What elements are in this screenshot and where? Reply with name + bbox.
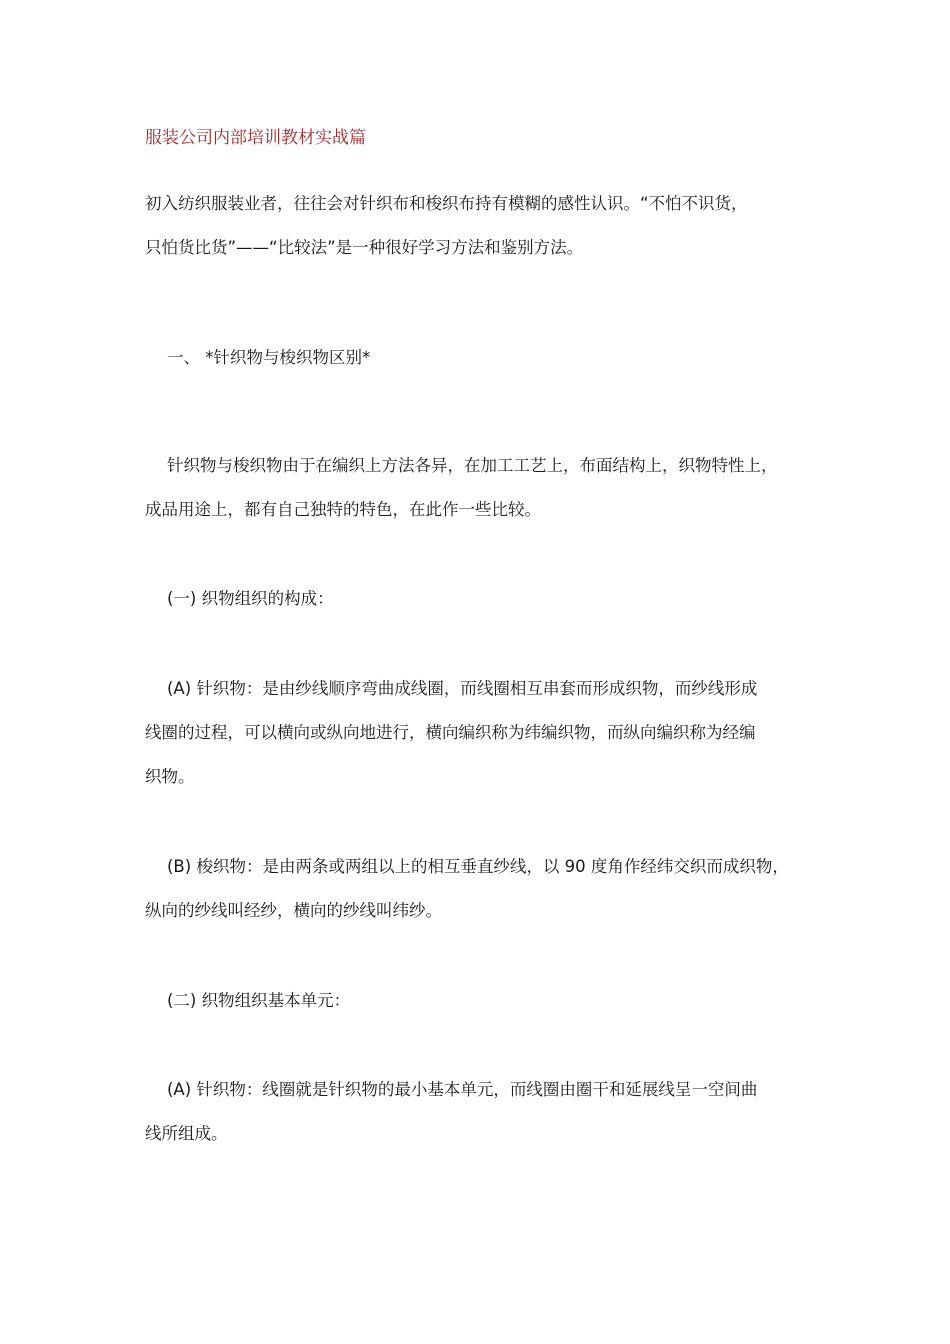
sub1-a-line-1: (A) 针织物：是由纱线顺序弯曲成线圈，而线圈相互串套而形成织物，而纱线形成 <box>167 679 758 698</box>
sub1-a-line-2: 线圈的过程，可以横向或纵向地进行，横向编织称为纬编织物，而纵向编织称为经编 <box>145 723 756 742</box>
intro-line-1: 初入纺织服装业者，往往会对针织布和梭织布持有模糊的感性认识。“不怕不识货， <box>145 194 748 213</box>
section-heading: 一、 *针织物与梭织物区别* <box>167 348 371 367</box>
sub2-a-line-1: (A) 针织物：线圈就是针织物的最小基本单元，而线圈由圈干和延展线呈一空间曲 <box>167 1080 758 1099</box>
sub2-heading: (二) 织物组织基本单元： <box>167 991 351 1010</box>
para1-line-1: 针织物与梭织物由于在编织上方法各异，在加工工艺上，布面结构上，织物特性上， <box>167 456 778 475</box>
intro-line-2: 只怕货比货”——“比较法”是一种很好学习方法和鉴别方法。 <box>145 238 584 257</box>
para1-line-2: 成品用途上，都有自己独特的特色，在此作一些比较。 <box>145 500 541 519</box>
sub1-b-line-2: 纵向的纱线叫经纱，横向的纱线叫纬纱。 <box>145 901 442 920</box>
sub2-a-line-2: 线所组成。 <box>145 1124 228 1143</box>
sub1-b-line-1: (B) 梭织物：是由两条或两组以上的相互垂直纱线，以 90 度角作经纬交织而成织物， <box>167 857 789 876</box>
sub1-a-line-3: 织物。 <box>145 767 195 786</box>
sub1-heading: (一) 织物组织的构成： <box>167 589 334 608</box>
document-title: 服装公司内部培训教材实战篇 <box>145 128 366 148</box>
